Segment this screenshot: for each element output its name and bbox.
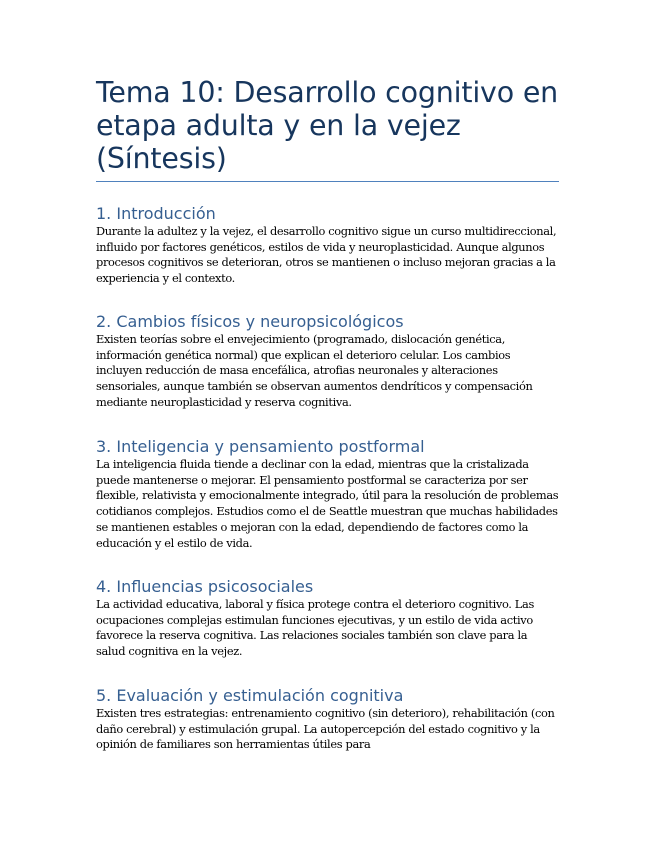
section-heading: 3. Inteligencia y pensamiento postformal [96,437,425,456]
section-heading: 4. Influencias psicosociales [96,577,314,596]
section-paragraph: Durante la adultez y la vejez, el desarrollo cognitivo sigue un curso multidireccional, influido por factores genéticos, estilos de vida y neuroplasticidad. Aunque algunos procesos cognitivos se deterioran, otros se mantienen o incluso mejoran gracias a la experiencia y el contexto. [96,224,557,286]
section-inteligencia [96,437,559,551]
section-cambios-fisicos [96,312,559,411]
section-heading: 1. Introducción [96,204,216,223]
section-paragraph: La inteligencia fluida tiende a declinar con la edad, mientras que la cristalizada puede mantenerse o mejorar. El pensamiento postformal se caracteriza por ser flexible, relativista y emocionalmente integrado, útil para la resolución de problemas cotidianos complejos. Estudios como el de Seattle muestran que muchas habilidades se mantienen estables o mejoran con la edad, dependiendo de factores como la educación y el estilo de vida. [96,457,559,550]
section-evaluacion [96,686,559,753]
section-paragraph: La actividad educativa, laboral y física protege contra el deterioro cognitivo. Las ocupaciones complejas estimulan funciones ejecutivas, y un estilo de vida activo favorece la reserva cognitiva. Las relaciones sociales también son clave para la salud cognitiva en la vejez. [96,597,534,659]
section-influencias [96,577,559,660]
section-heading: 5. Evaluación y estimulación cognitiva [96,686,404,705]
section-paragraph: Existen tres estrategias: entrenamiento cognitivo (sin deterioro), rehabilitación (con daño cerebral) y estimulación grupal. La autopercepción del estado cognitivo y la opinión de familiares son herramientas útiles para [96,706,555,752]
title-divider [96,181,559,182]
section-introduccion [96,204,559,287]
section-heading: 2. Cambios físicos y neuropsicológicos [96,312,404,331]
document-page [96,0,559,752]
section-paragraph: Existen teorías sobre el envejecimiento (programado, dislocación genética, información genética normal) que explican el deterioro celular. Los cambios incluyen reducción de masa encefálica, atrofias neuronales y alteraciones sensoriales, aunque también se observan aumentos dendríticos y compensación mediante neuroplasticidad y reserva cognitiva. [96,332,533,409]
document-title: Tema 10: Desarrollo cognitivo en etapa adulta y en la vejez (Síntesis) [96,76,559,175]
